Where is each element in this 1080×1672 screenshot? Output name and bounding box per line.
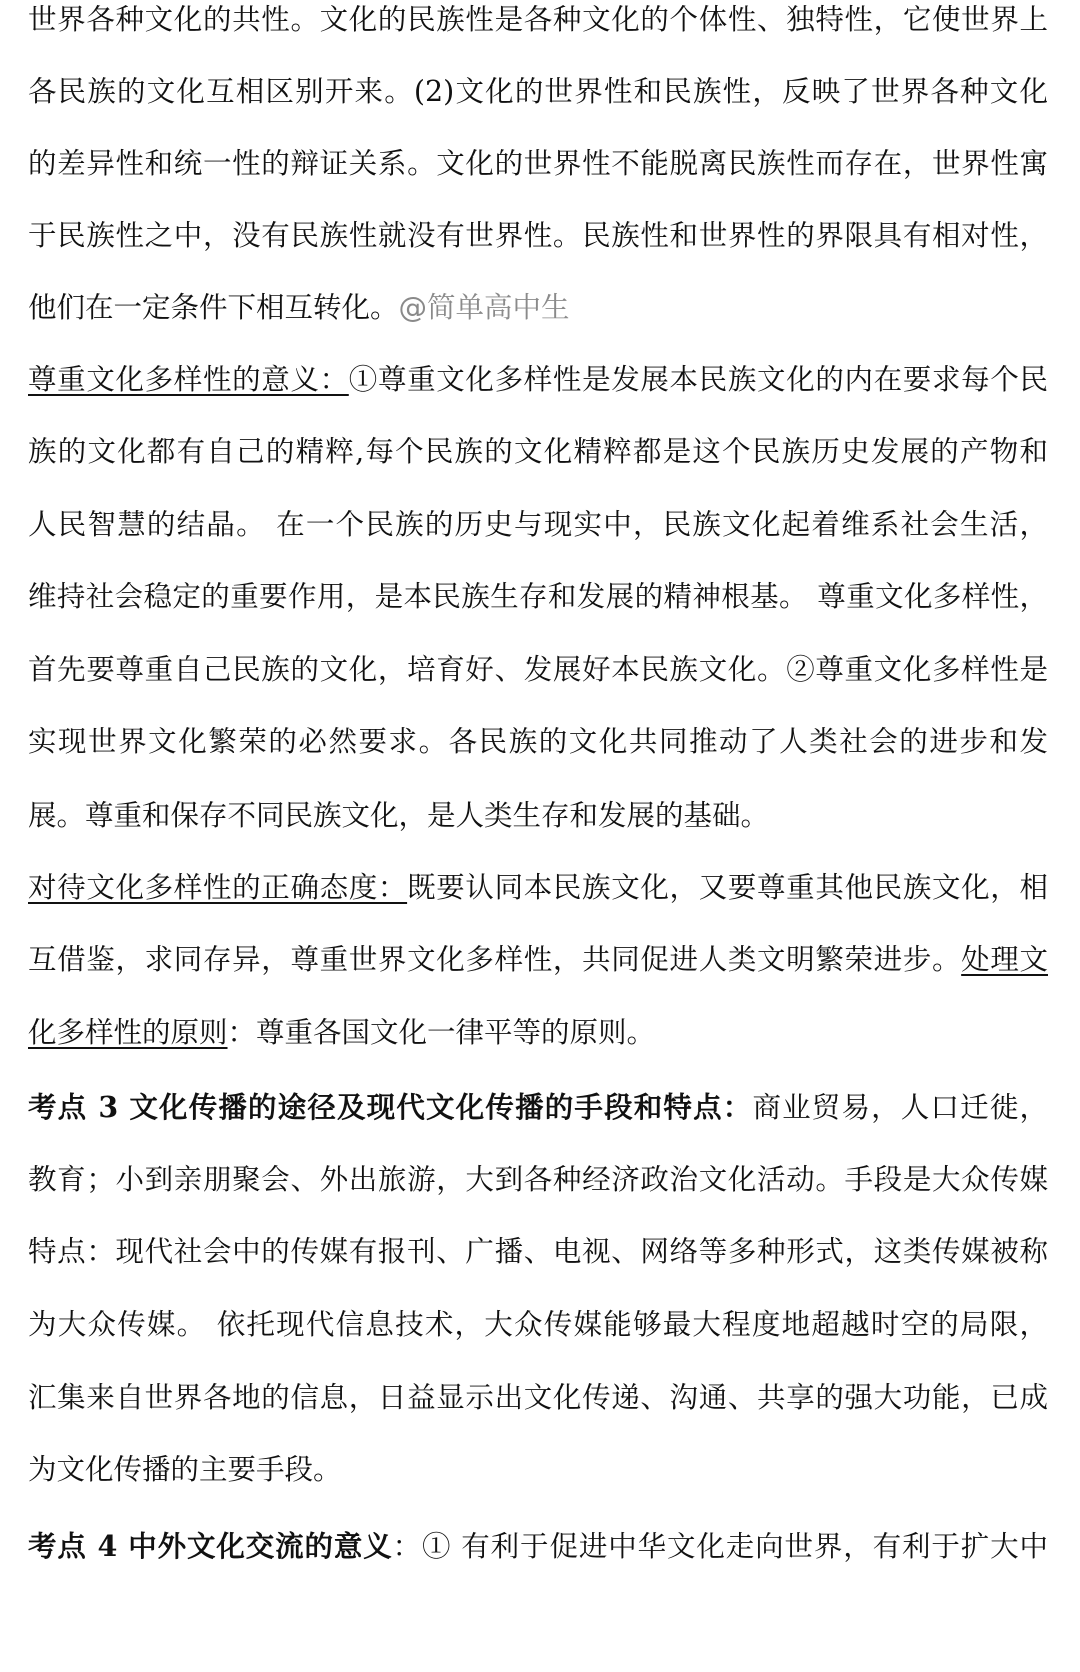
text-segment: ：① 有利于促进中华文化走向世界，有利于扩大中	[392, 1530, 1048, 1563]
text-line	[28, 288, 1048, 328]
text-line: 人民智慧的结晶。 在一个民族的历史与现实中，民族文化起着维系社会生活，	[28, 508, 1048, 541]
text-line	[28, 868, 1048, 908]
text-segment: 商业贸易，人口迁徙，	[752, 1091, 1048, 1124]
text-line: 实现世界文化繁荣的必然要求。各民族的文化共同推动了人类社会的进步和发	[28, 725, 1048, 758]
text-line	[28, 1013, 1048, 1053]
text-line	[28, 360, 1048, 400]
section-heading-point4: 考点 4 中外文化交流的意义	[28, 1529, 393, 1563]
text-line: 首先要尊重自己民族的文化，培育好、发展好本民族文化。②尊重文化多样性是	[28, 653, 1048, 686]
text-segment: ：尊重各国文化一律平等的原则。	[227, 1016, 656, 1049]
watermark-text: @简单高中生	[398, 291, 570, 324]
text-segment: ①尊重文化多样性是发展本民族文化的内在要求每个民	[348, 363, 1048, 396]
section-heading-principle: 处理文	[961, 943, 1048, 976]
section-heading-principle-cont: 化多样性的原则	[28, 1016, 228, 1049]
text-line	[28, 1526, 1048, 1566]
section-heading-respect-diversity: 尊重文化多样性的意义：	[28, 363, 349, 396]
text-line: 维持社会稳定的重要作用，是本民族生存和发展的精神根基。 尊重文化多样性，	[28, 580, 1048, 613]
text-line: 于民族性之中，没有民族性就没有世界性。民族性和世界性的界限具有相对性，	[28, 219, 1048, 252]
section-heading-point3: 考点 3 文化传播的途径及现代文化传播的手段和特点：	[28, 1090, 753, 1124]
text-line: 为文化传播的主要手段。	[28, 1453, 342, 1486]
text-line: 展。尊重和保存不同民族文化，是人类生存和发展的基础。	[28, 799, 770, 832]
text-segment: 互借鉴，求同存异，尊重世界文化多样性，共同促进人类文明繁荣进步。	[28, 943, 962, 976]
text-line: 为大众传媒。 依托现代信息技术，大众传媒能够最大程度地超越时空的局限，	[28, 1308, 1048, 1341]
text-line: 各民族的文化互相区别开来。(2)文化的世界性和民族性，反映了世界各种文化	[28, 75, 1048, 108]
text-line: 世界各种文化的共性。文化的民族性是各种文化的个体性、独特性，它使世界上	[28, 3, 1048, 36]
text-line: 特点：现代社会中的传媒有报刊、广播、电视、网络等多种形式，这类传媒被称	[28, 1235, 1048, 1268]
section-heading-correct-attitude: 对待文化多样性的正确态度：	[28, 871, 408, 904]
text-line: 教育；小到亲朋聚会、外出旅游，大到各种经济政治文化活动。手段是大众传媒	[28, 1163, 1048, 1196]
text-line	[28, 940, 1048, 980]
text-line: 的差异性和统一性的辩证关系。文化的世界性不能脱离民族性而存在，世界性寓	[28, 147, 1048, 180]
text-line	[28, 1087, 1048, 1127]
text-line: 汇集来自世界各地的信息，日益显示出文化传递、沟通、共享的强大功能，已成	[28, 1381, 1048, 1414]
text-segment: 他们在一定条件下相互转化。	[28, 291, 399, 324]
text-segment: 既要认同本民族文化，又要尊重其他民族文化，相	[407, 871, 1048, 904]
text-line: 族的文化都有自己的精粹,每个民族的文化精粹都是这个民族历史发展的产物和	[28, 435, 1048, 468]
